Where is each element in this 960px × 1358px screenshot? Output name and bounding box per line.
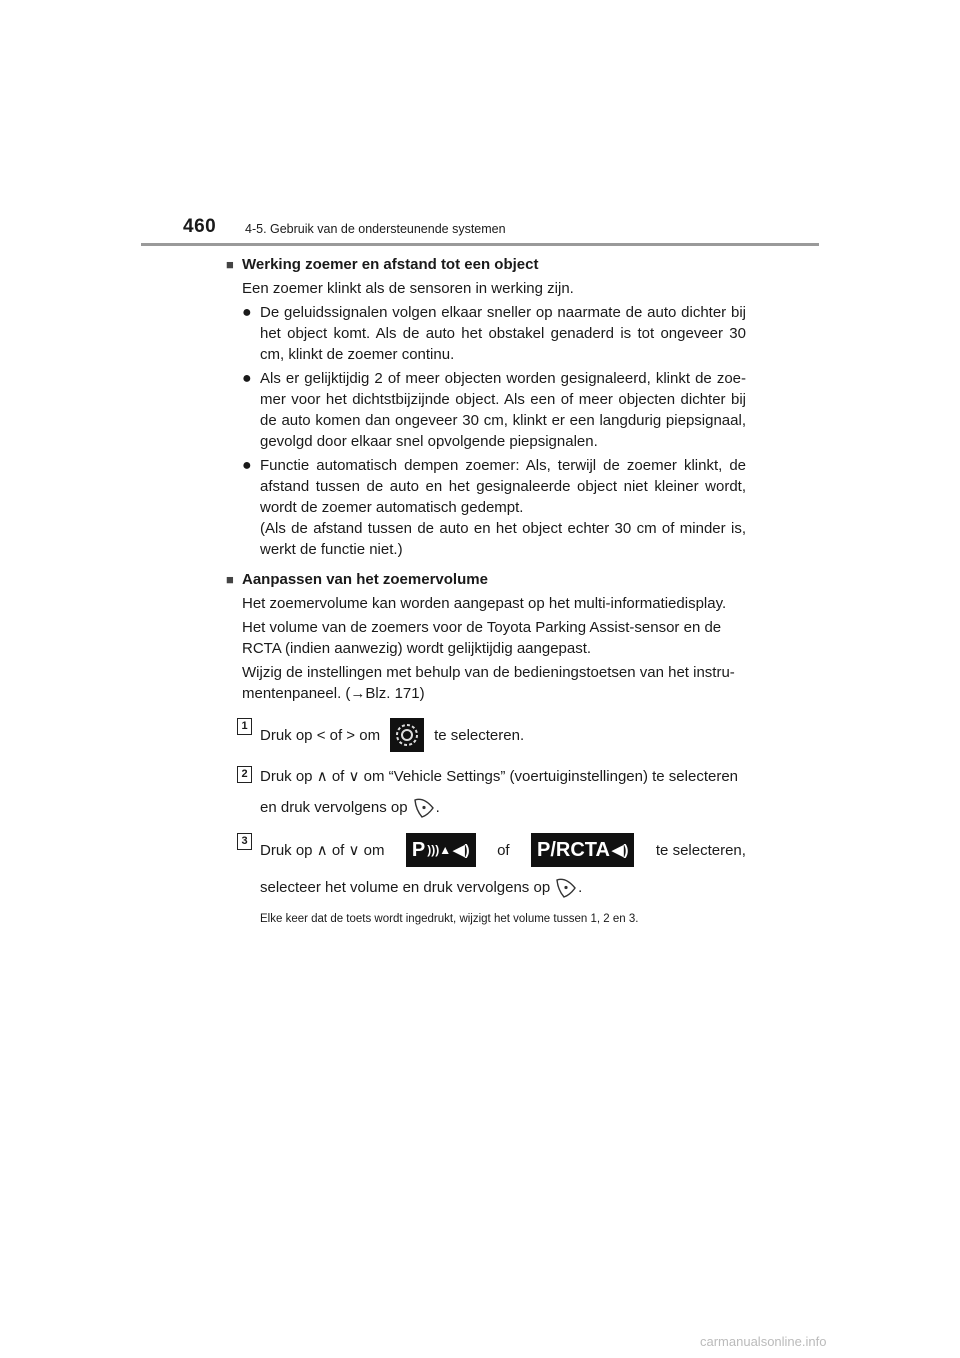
section1-intro: Een zoemer klinkt als de sensoren in werking zijn. [242,280,574,297]
step-3: 3 Druk op ∧ of ∨ om P )))▲ ◀) of P/RCTA ◀) te selecteren, selecteer het volume en druk vervolgens op . [226,833,746,899]
section2-para1: Het zoemervolume kan worden aangepast op het multi-informatiedisplay. [242,595,727,612]
bullet-item: ● Functie automatisch dempen zoemer: Als, terwijl de zoemer klinkt, de afstand tussen de auto en het gesignaleerde object niet kleiner wordt, wordt de zoemer automatisch gedempt. (Als de afstand tussen de auto en het object echter 30 cm of minder is, werkt de functie niet.) [242,457,746,558]
square-bullet-icon: ■ [226,572,234,587]
speaker-icon: ◀) [453,841,470,859]
ok-button-icon [412,795,436,819]
step-number: 3 [237,833,252,850]
step-2: 2 Druk op ∧ of ∨ om “Vehicle Settings” (voertuiginstellingen) te selecteren en druk vervolgens op . [226,766,746,819]
bullet-dot-icon: ● [242,304,252,321]
watermark: carmanualsonline.info [700,1334,827,1349]
parking-assist-volume-badge: P )))▲ ◀) [406,833,476,867]
speaker-icon: ◀) [611,841,629,859]
sensor-wave-icon: )))▲ [427,842,452,857]
bullet3-note: (Als de afstand tussen de auto en het object echter 30 cm of minder is, werkt de functie niet.) [260,520,746,558]
section2-heading: ■ Aanpassen van het zoemervolume [226,571,488,588]
page-number: 460 [183,216,217,237]
step-number: 2 [237,766,252,783]
step-number: 1 [237,718,252,735]
settings-gear-icon [390,718,424,752]
parking-rcta-volume-badge: P/RCTA ◀) [531,833,635,867]
section1-heading: ■ Werking zoemer en afstand tot een object [226,256,539,273]
header-rule [141,243,819,246]
bullet-dot-icon: ● [242,457,252,474]
ok-button-icon [554,875,578,899]
square-bullet-icon: ■ [226,257,234,272]
section2-para2: Het volume van de zoemers voor de Toyota Parking Assist-sensor en de RCTA (indien aanwezig) wordt gelijktijdig aangepast. [242,619,722,657]
volume-note: Elke keer dat de toets wordt ingedrukt, wijzigt het volume tussen 1, 2 en 3. [260,913,639,925]
bullet-dot-icon: ● [242,370,252,387]
bullet-item: ● De geluidssignalen volgen elkaar sneller op naarmate de auto dichter bij het object komt. Als de auto het obstakel genaderd is tot ongeveer 30 cm, klinkt de zoemer continu. [242,304,746,363]
bullet-item: ● Als er gelijktijdig 2 of meer objecten worden gesignaleerd, klinkt de zoe-mer voor het dichtstbijzijnde object. Als een of meer objecten dichter bij de auto komen dan ongeveer 30 cm, klinkt er een langdurig piepsignaal, gevolgd door elkaar snel opvolgende piepsignalen. [242,370,746,450]
section-title: 4-5. Gebruik van de ondersteunende systemen [245,222,506,236]
step-1: 1 Druk op < of > om te selecteren. [226,718,746,752]
section2-para3: Wijzig de instellingen met behulp van de bedieningstoetsen van het instru-mentenpaneel. (→Blz. 171) [242,664,735,702]
content [226,254,746,930]
